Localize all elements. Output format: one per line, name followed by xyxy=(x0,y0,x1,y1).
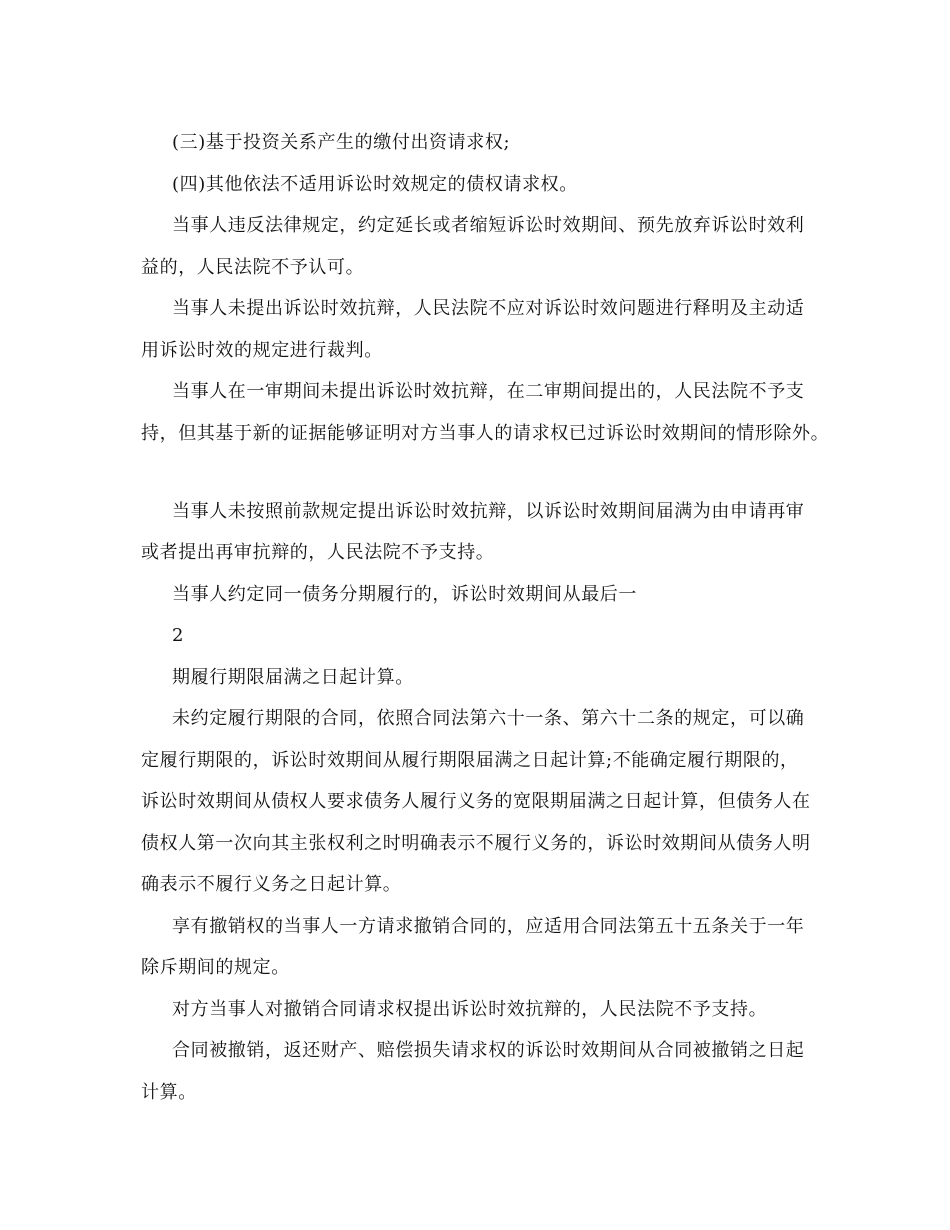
page-number: 2 xyxy=(172,625,185,646)
text-line: 对方当事人对撤销合同请求权提出诉讼时效抗辩的，人民法院不予支持。 xyxy=(172,999,768,1020)
text-line: 用诉讼时效的规定进行裁判。 xyxy=(141,340,383,361)
text-line: 当事人在一审期间未提出诉讼时效抗辩，在二审期间提出的，人民法院不予支 xyxy=(172,381,805,402)
text-line: 持，但其基于新的证据能够证明对方当事人的请求权已过诉讼时效期间的情形除外。 xyxy=(141,423,830,444)
text-line: 除斥期间的规定。 xyxy=(141,957,290,978)
text-line: 未约定履行期限的合同，依照合同法第六十一条、第六十二条的规定，可以确 xyxy=(172,708,805,729)
text-line: 计算。 xyxy=(141,1082,197,1103)
text-line: 合同被撤销，返还财产、赔偿损失请求权的诉讼时效期间从合同被撤销之日起 xyxy=(172,1040,805,1061)
text-line: 确表示不履行义务之日起计算。 xyxy=(141,874,402,895)
text-line: (三)基于投资关系产生的缴付出资请求权; xyxy=(172,132,511,153)
text-line: 当事人违反法律规定，约定延长或者缩短诉讼时效期间、预先放弃诉讼时效利 xyxy=(172,215,805,236)
text-line: 债权人第一次向其主张权利之时明确表示不履行义务的，诉讼时效期间从债务人明 xyxy=(141,833,811,854)
text-line: 享有撤销权的当事人一方请求撤销合同的，应适用合同法第五十五条关于一年 xyxy=(172,916,805,937)
text-line: 定履行期限的，诉讼时效期间从履行期限届满之日起计算;不能确定履行期限的， xyxy=(141,750,799,771)
text-line: 诉讼时效期间从债权人要求债务人履行义务的宽限期届满之日起计算，但债务人在 xyxy=(141,791,811,812)
text-line: (四)其他依法不适用诉讼时效规定的债权请求权。 xyxy=(172,174,578,195)
text-line: 或者提出再审抗辩的，人民法院不予支持。 xyxy=(141,542,495,563)
text-line: 期履行期限届满之日起计算。 xyxy=(172,667,414,688)
text-line: 当事人未按照前款规定提出诉讼时效抗辩，以诉讼时效期间届满为由申请再审 xyxy=(172,501,805,522)
text-line: 当事人约定同一债务分期履行的，诉讼时效期间从最后一 xyxy=(172,584,637,605)
text-line: 益的，人民法院不予认可。 xyxy=(141,257,365,278)
text-line: 当事人未提出诉讼时效抗辩，人民法院不应对诉讼时效问题进行释明及主动适 xyxy=(172,298,805,319)
